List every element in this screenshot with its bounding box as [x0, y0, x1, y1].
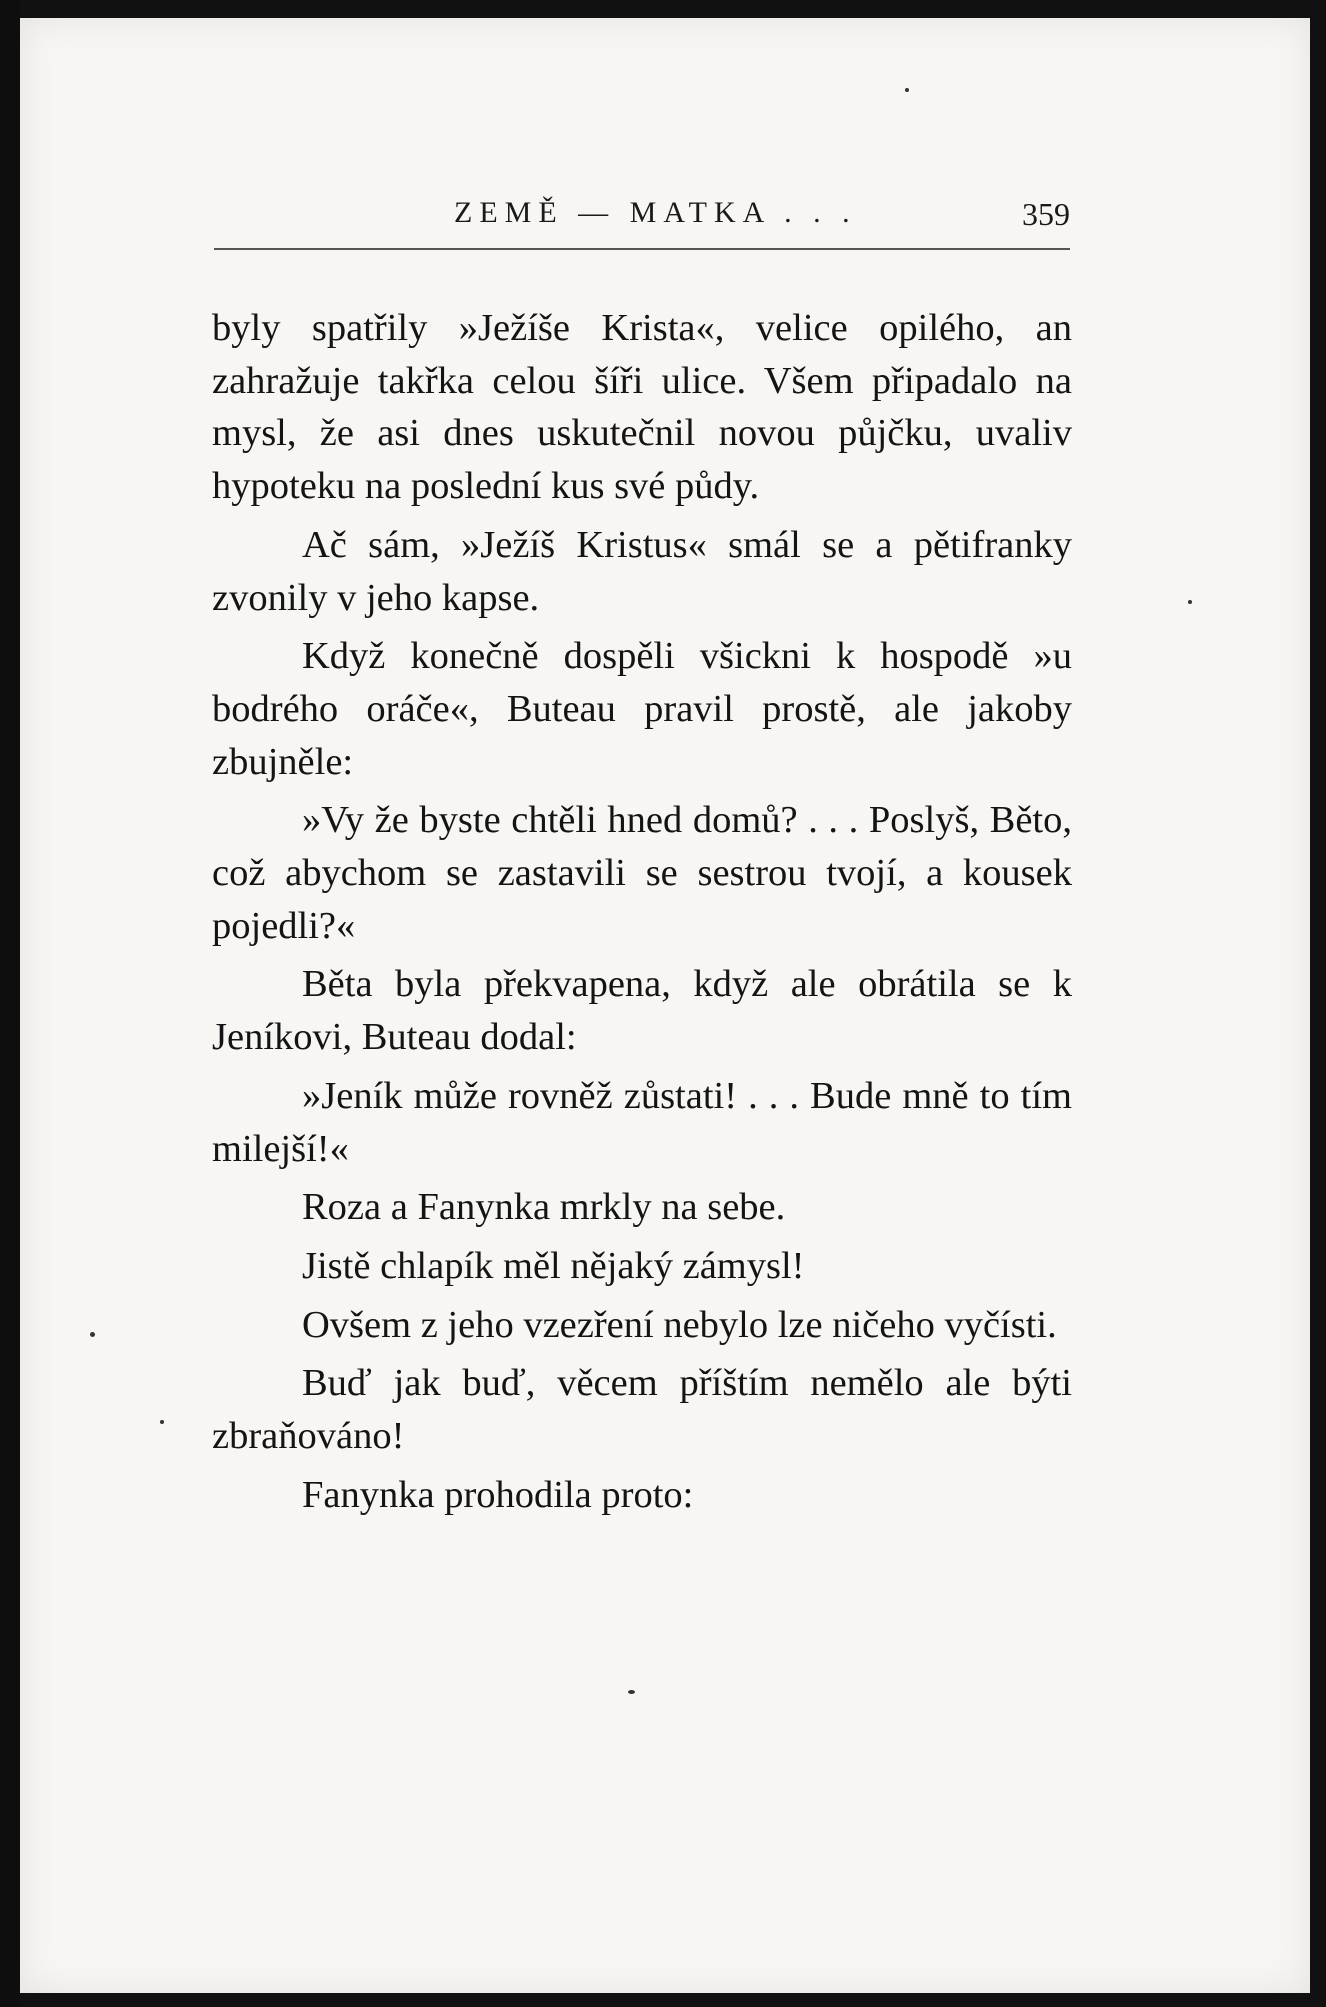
paragraph: Ovšem z jeho vzezření nebylo lze ničeho vyčísti. — [302, 1303, 1057, 1346]
paragraph: Jistě chlapík měl nějaký zámysl! — [302, 1244, 805, 1287]
page-header — [214, 196, 1070, 250]
paragraph: Když konečně dospěli všickni k hospodě »u bodrého oráče«, Buteau pravil prostě, ale jakoby zbujněle: — [212, 635, 1072, 783]
paragraph: »Vy že byste chtěli hned domů? . . . Poslyš, Běto, což abychom se zastavili se sestrou tvojí, a kousek pojedli?« — [212, 799, 1072, 947]
paragraph: »Jeník může rovněž zůstati! . . . Bude mně to tím milejší!« — [212, 1074, 1072, 1170]
paragraph: Fanynka prohodila proto: — [302, 1473, 694, 1516]
scan-speck — [905, 88, 909, 92]
scan-edge — [0, 0, 20, 2007]
scan-speck — [90, 1332, 95, 1337]
scan-speck — [628, 1690, 635, 1694]
paragraph: Běta byla překvapena, když ale obrátila se k Jeníkovi, Buteau dodal: — [212, 963, 1072, 1059]
paragraph: byly spatřily »Ježíše Krista«, velice opilého, an zahražuje takřka celou šíři ulice. Všem připadalo na mysl, že asi dnes uskutečnil novou půjčku, uvaliv hypoteku na poslední kus své půdy. — [212, 307, 1072, 508]
paragraph: Buď jak buď, věcem příštím nemělo ale býti zbraňováno! — [212, 1362, 1072, 1458]
paragraph: Roza a Fanynka mrkly na sebe. — [302, 1186, 786, 1229]
body-text — [212, 302, 1072, 1527]
paragraph: Ač sám, »Ježíš Kristus« smál se a pětifranky zvonily v jeho kapse. — [212, 523, 1072, 619]
scan-speck — [1188, 600, 1192, 604]
scan-speck — [160, 1420, 164, 1424]
running-title: ZEMĚ — MATKA . . . — [454, 196, 857, 229]
page-number: 359 — [1022, 196, 1070, 232]
